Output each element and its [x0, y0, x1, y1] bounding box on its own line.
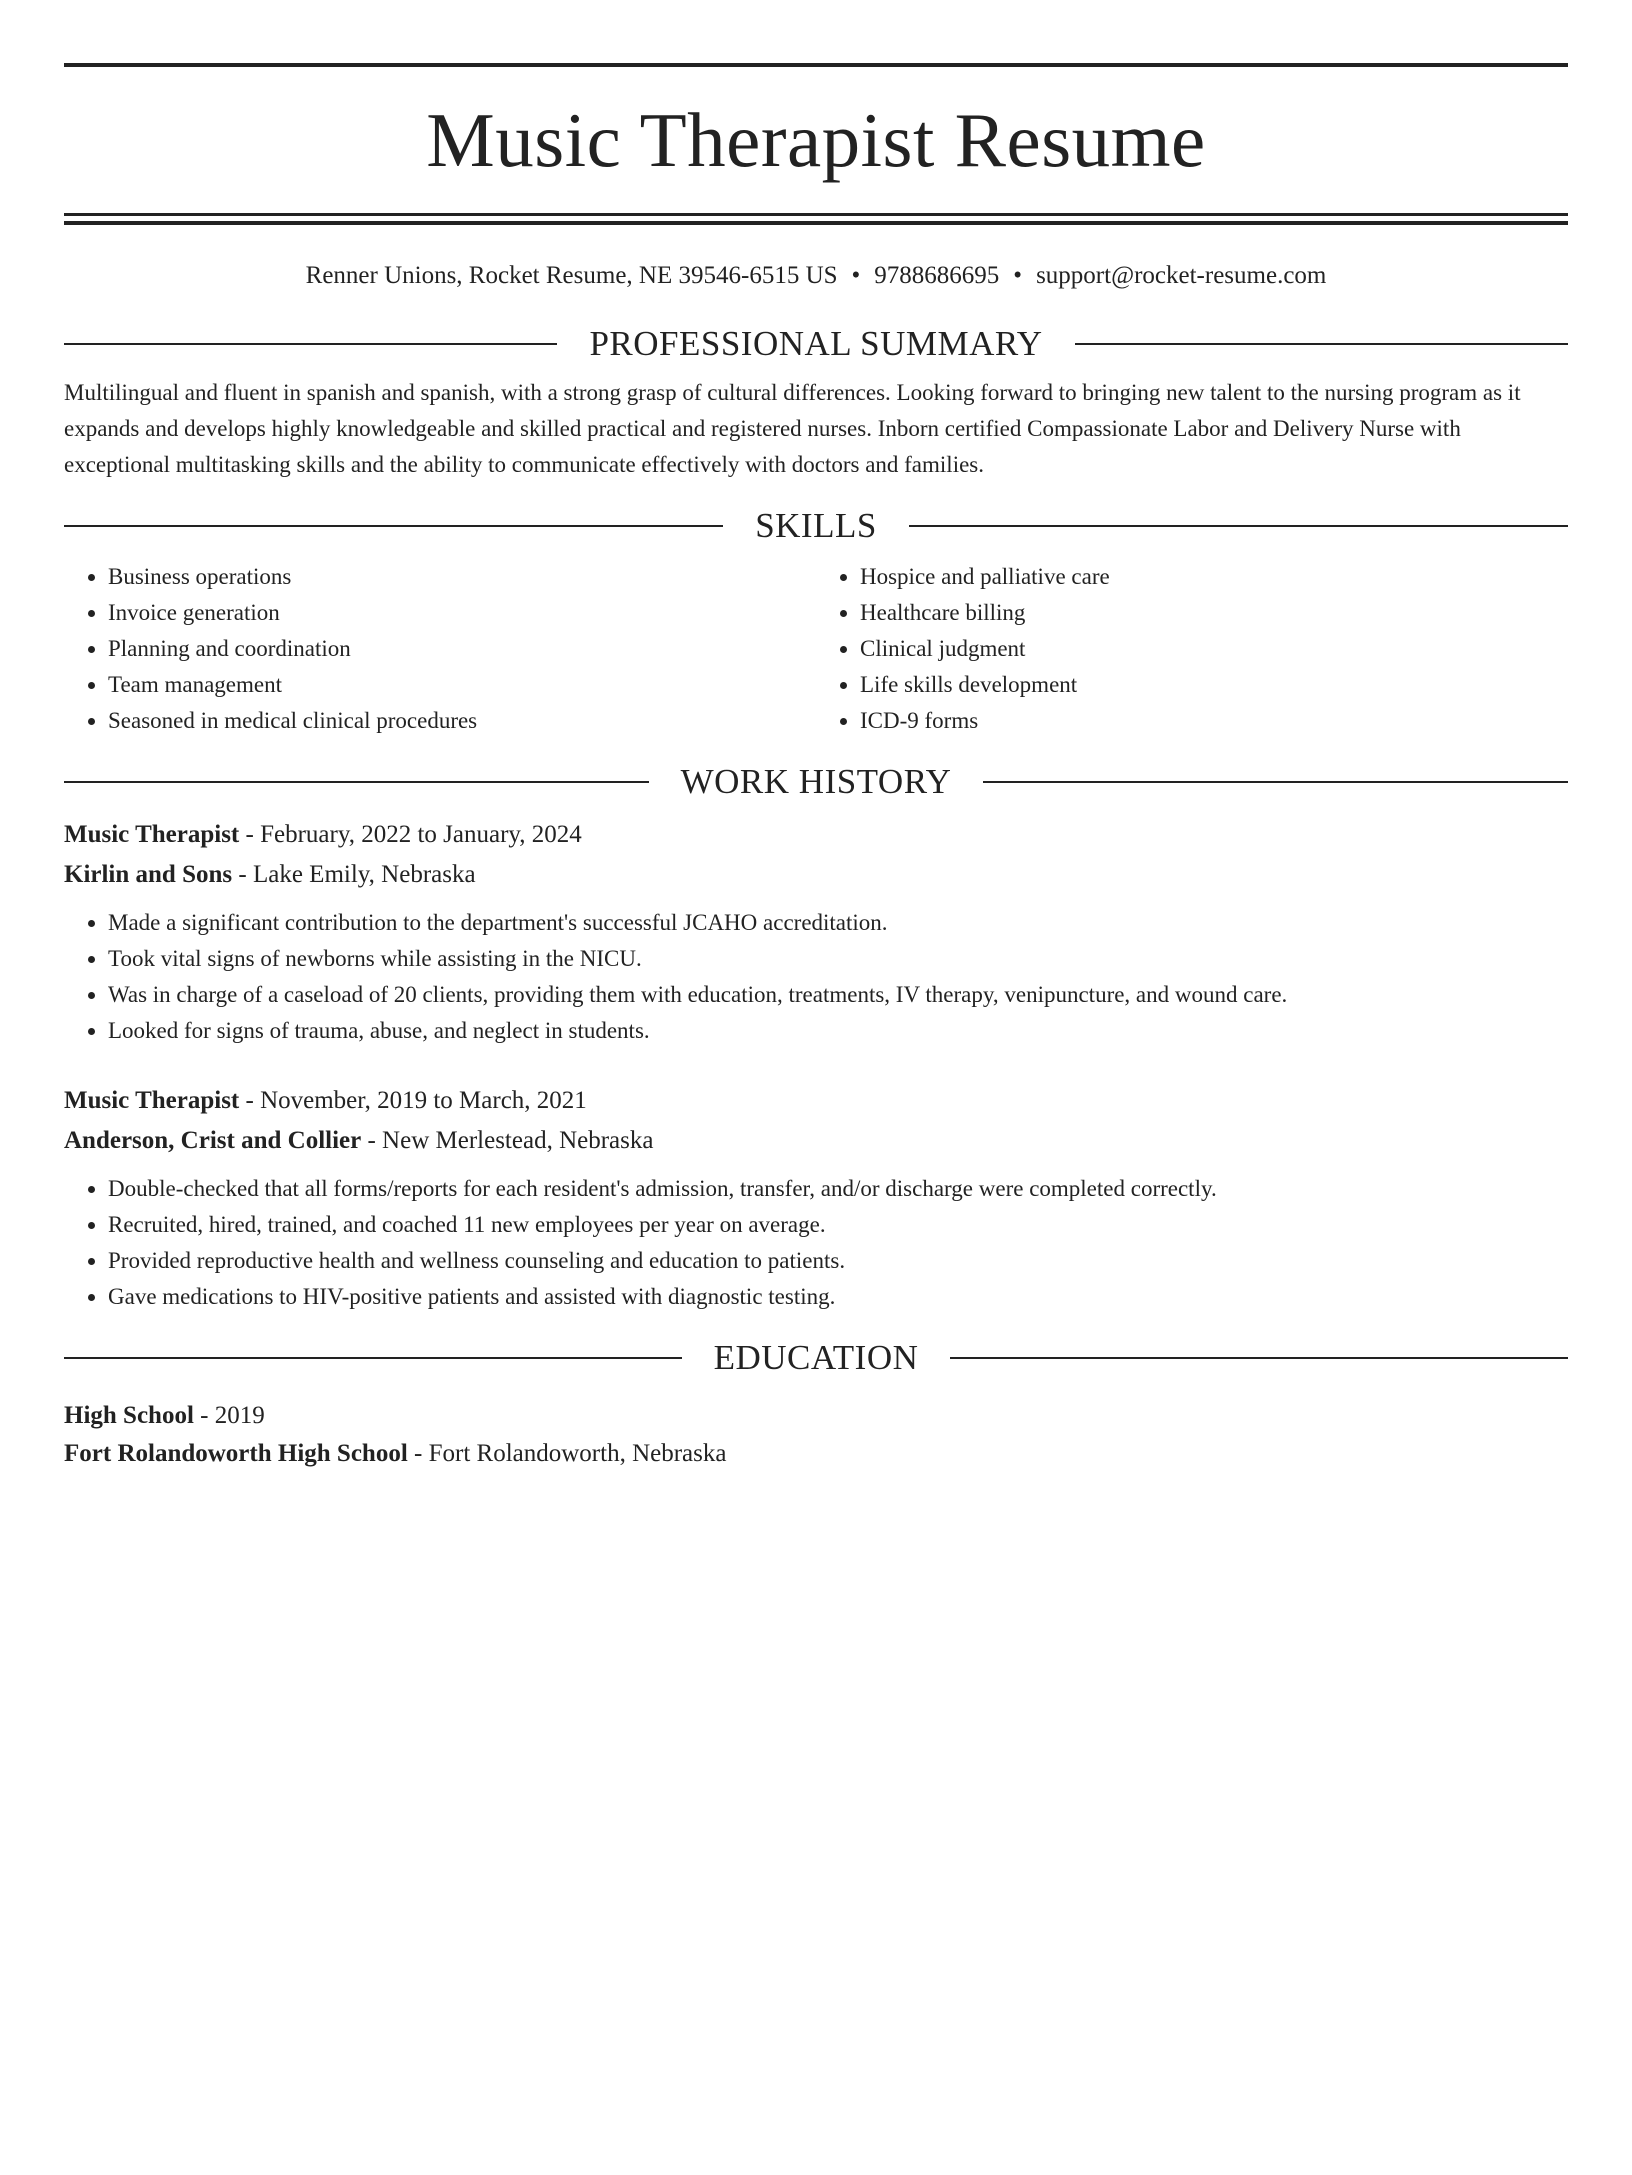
summary-section-header — [64, 323, 1568, 365]
job-bullet: • Made a significant contribution to the department's successful JCAHO accreditation. — [108, 905, 1568, 941]
education-degree: High School — [64, 1402, 194, 1429]
contact-separator: • — [1013, 262, 1023, 289]
job-title: Music Therapist — [64, 1087, 240, 1114]
summary-text: Multilingual and fluent in spanish and spanish, with a strong grasp of cultural differences. Looking forward to bringing new talent to the nursing program as it expands and develops highly knowledgeable and skilled practical and registered nurses. Inborn certified Compassionate Labor and Delivery Nurse with exceptional multitasking skills and the ability to communicate effectively with doctors and families. — [64, 380, 1521, 477]
section-divider-right — [1075, 343, 1568, 345]
job-company-line — [64, 855, 1568, 895]
job-bullet: • Took vital signs of newborns while assisting in the NICU. — [108, 941, 1568, 977]
job-responsibilities — [64, 905, 1568, 1049]
section-title-skills: SKILLS — [755, 506, 877, 545]
job-company: Kirlin and Sons — [64, 861, 233, 888]
skill-item: • Clinical judgment — [860, 631, 1568, 667]
job-bullet: • Recruited, hired, trained, and coached 11 new employees per year on average. — [108, 1207, 1568, 1243]
skill-item: • Life skills development — [860, 667, 1568, 703]
job-bullet: • Double-checked that all forms/reports for each resident's admission, transfer, and/or discharge were completed correctly. — [108, 1171, 1568, 1207]
education-entry — [64, 1397, 1568, 1473]
skill-item: • Hospice and palliative care — [860, 559, 1568, 595]
contact-address: Renner Unions, Rocket Resume, NE 39546-6515 US — [305, 262, 838, 289]
section-title-work: WORK HISTORY — [680, 762, 952, 801]
education-location: - Fort Rolandoworth, Nebraska — [407, 1440, 727, 1467]
contact-email: support@rocket-resume.com — [1036, 262, 1327, 289]
job-company-line — [64, 1121, 1568, 1161]
section-title-education: EDUCATION — [713, 1338, 919, 1377]
job-bullet: • Gave medications to HIV-positive patients and assisted with diagnostic testing. — [108, 1279, 1568, 1315]
job-title-line — [64, 1081, 1568, 1121]
resume-page — [0, 63, 1632, 2175]
education-school-line — [64, 1435, 1568, 1473]
education-degree-line — [64, 1397, 1568, 1435]
contact-line — [64, 261, 1568, 291]
job-location: - Lake Emily, Nebraska — [232, 861, 476, 888]
section-divider-left — [64, 343, 557, 345]
section-divider-left — [64, 525, 723, 527]
skill-item: • ICD-9 forms — [860, 703, 1568, 739]
job-dates: - November, 2019 to March, 2021 — [239, 1087, 587, 1114]
section-divider-right — [950, 1357, 1568, 1359]
skill-item: • Business operations — [108, 559, 816, 595]
job-title-line — [64, 815, 1568, 855]
skill-item: • Invoice generation — [108, 595, 816, 631]
skills-list — [64, 559, 1568, 739]
skill-item: • Team management — [108, 667, 816, 703]
contact-separator: • — [851, 262, 861, 289]
contact-phone: 9788686695 — [874, 262, 1000, 289]
education-school: Fort Rolandoworth High School — [64, 1440, 408, 1467]
job-entry — [64, 1081, 1568, 1315]
section-divider-left — [64, 781, 649, 783]
job-bullet: • Provided reproductive health and wellness counseling and education to patients. — [108, 1243, 1568, 1279]
title-double-divider — [64, 213, 1568, 225]
section-title-summary: PROFESSIONAL SUMMARY — [589, 324, 1043, 363]
job-bullet: • Was in charge of a caseload of 20 clients, providing them with education, treatments, IV therapy, venipuncture, and wound care. — [108, 977, 1568, 1013]
skills-column-left — [64, 559, 816, 739]
job-dates: - February, 2022 to January, 2024 — [239, 821, 582, 848]
education-section-header — [64, 1337, 1568, 1379]
job-bullet: • Looked for signs of trauma, abuse, and neglect in students. — [108, 1013, 1568, 1049]
skill-item: • Seasoned in medical clinical procedures — [108, 703, 816, 739]
section-divider-right — [909, 525, 1568, 527]
job-company: Anderson, Crist and Collier — [64, 1127, 362, 1154]
job-location: - New Merlestead, Nebraska — [361, 1127, 654, 1154]
skill-item: • Healthcare billing — [860, 595, 1568, 631]
top-divider — [64, 63, 1568, 67]
section-divider-right — [983, 781, 1568, 783]
skills-column-right — [816, 559, 1568, 739]
job-entry — [64, 815, 1568, 1049]
work-section-header — [64, 761, 1568, 803]
resume-title: Music Therapist Resume — [426, 97, 1206, 183]
skills-section-header — [64, 505, 1568, 547]
job-responsibilities — [64, 1171, 1568, 1315]
section-divider-left — [64, 1357, 682, 1359]
job-title: Music Therapist — [64, 821, 240, 848]
education-year: - 2019 — [193, 1402, 265, 1429]
skill-item: • Planning and coordination — [108, 631, 816, 667]
